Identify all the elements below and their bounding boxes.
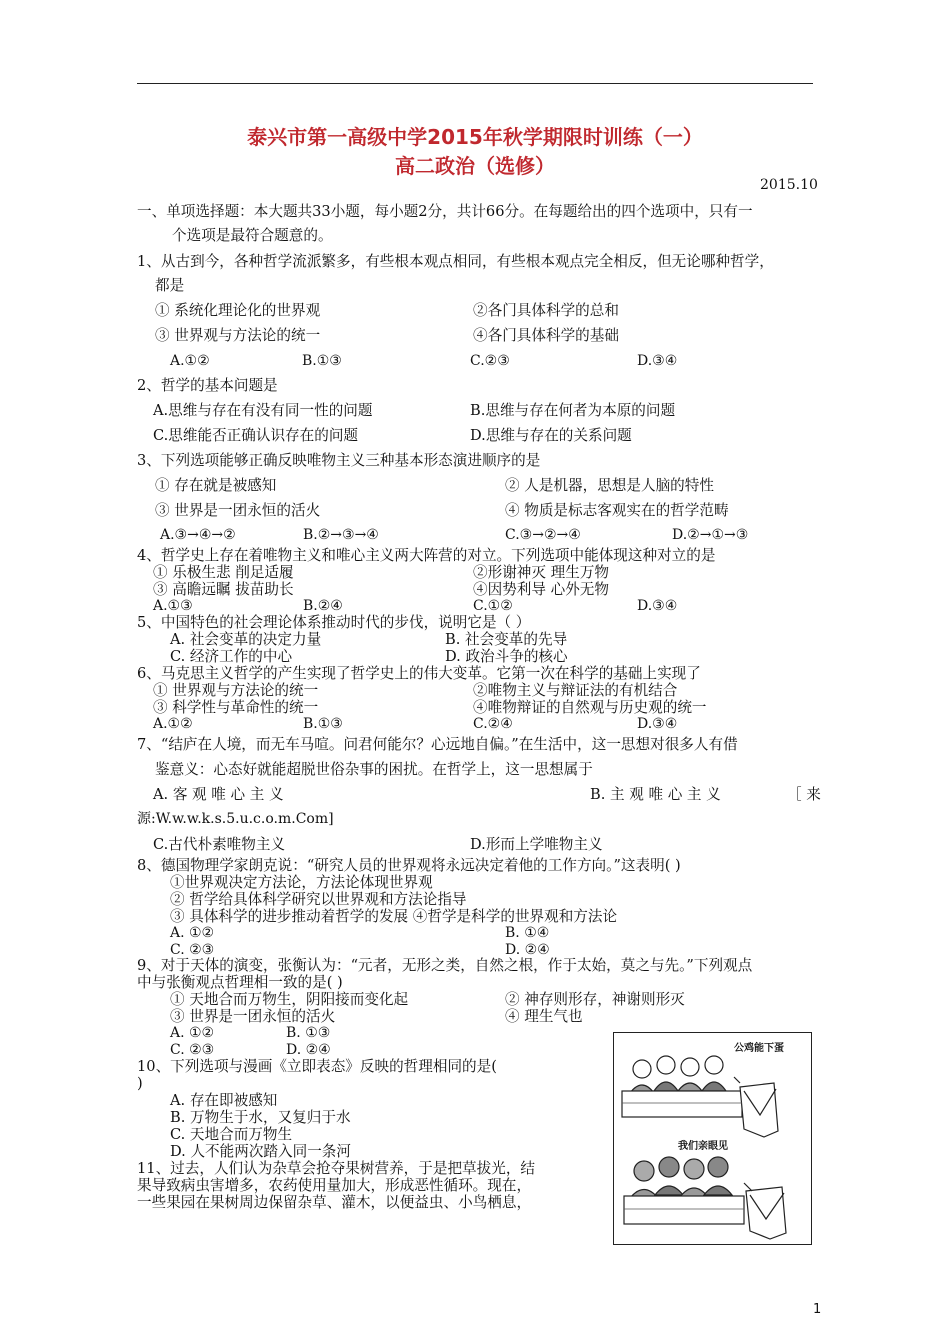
question-3-option-b: B.②→③→④ (303, 527, 379, 543)
question-2-stem: 2、哲学的基本问题是 (137, 377, 278, 394)
question-6-statement-4: ④唯物辩证的自然观与历史观的统一 (473, 699, 707, 716)
question-4-statement-4: ④因势利导 心外无物 (473, 581, 609, 598)
question-1-statement-3: ③ 世界观与方法论的统一 (155, 327, 321, 344)
question-9-stem-cont: 中与张衡观点哲理相一致的是( ) (137, 974, 343, 991)
question-9-statement-3: ③ 世界是一团永恒的活火 (170, 1008, 336, 1025)
question-5-option-c: C. 经济工作的中心 (170, 648, 293, 665)
question-7-option-b: B. 主 观 唯 心 主 义 (590, 786, 721, 803)
page-number: 1 (813, 1302, 822, 1317)
question-6-stem: 6、马克思主义哲学的产生实现了哲学史上的伟大变革。它第一次在科学的基础上实现了 (137, 665, 701, 682)
question-8-stem: 8、德国物理学家朗克说：“研究人员的世界观将永远决定着他的工作方向。”这表明( ) (137, 857, 681, 874)
question-6-option-a: A.①② (153, 716, 193, 732)
question-8-option-b: B. ①④ (505, 925, 550, 941)
question-6-statement-3: ③ 科学性与革命性的统一 (153, 699, 319, 716)
question-2-option-a: A.思维与存在有没有同一性的问题 (153, 402, 373, 419)
question-3-option-a: A.③→④→② (160, 527, 236, 543)
question-1-statement-4: ④各门具体科学的基础 (473, 327, 619, 344)
question-6-option-d: D.③④ (637, 716, 678, 732)
question-7-source-note-cont: 源:W.w.w.k.s.5.u.c.o.m.Com] (137, 811, 334, 827)
question-11-line-1: 11、过去，人们认为杂草会抢夺果树营养，于是把草拔光，结 (137, 1160, 536, 1177)
question-4-option-c: C.①② (473, 598, 513, 614)
question-6-option-b: B.①③ (303, 716, 343, 732)
question-10-option-b: B. 万物生于水，又复归于水 (170, 1109, 351, 1126)
question-1-statement-2: ②各门具体科学的总和 (473, 302, 619, 319)
exam-date: 2015.10 (760, 177, 818, 193)
question-9-option-d: D. ②④ (286, 1042, 331, 1058)
question-10-option-d: D. 人不能两次踏入同一条河 (170, 1143, 351, 1160)
question-3-option-c: C.③→②→④ (505, 527, 581, 543)
question-3-statement-2: ② 人是机器，思想是人脑的特性 (505, 477, 714, 494)
question-8-statement-3-4: ③ 具体科学的进步推动着哲学的发展 ④哲学是科学的世界观和方法论 (170, 908, 618, 925)
question-10-option-c: C. 天地合而万物生 (170, 1126, 293, 1143)
question-8-statement-2: ② 哲学给具体科学研究以世界观和方法论指导 (170, 891, 467, 908)
question-1-stem-cont: 都是 (155, 277, 185, 294)
question-1-statement-1: ① 系统化理论化的世界观 (155, 302, 321, 319)
question-1-option-c: C.②③ (470, 353, 510, 369)
question-1-stem: 1、从古到今，各种哲学流派繁多，有些根本观点相同，有些根本观点完全相反，但无论哪种哲学， (137, 253, 774, 270)
question-10-stem-cont: ) (137, 1075, 143, 1092)
question-5-stem: 5、中国特色的社会理论体系推动时代的步伐，说明它是（ ） (137, 614, 531, 631)
question-2-option-c: C.思维能否正确认识存在的问题 (153, 427, 359, 444)
question-7-option-c: C.古代朴素唯物主义 (153, 836, 286, 853)
question-7-stem: 7、“结庐在人境，而无车马喧。问君何能尔？心远地自偏。”在生活中，这一思想对很多人有借 (137, 736, 738, 753)
question-3-statement-1: ① 存在就是被感知 (155, 477, 277, 494)
question-9-statement-1: ① 天地合而万物生，阴阳接而变化起 (170, 991, 409, 1008)
question-3-statement-3: ③ 世界是一团永恒的活火 (155, 502, 321, 519)
question-2-option-b: B.思维与存在何者为本原的问题 (470, 402, 676, 419)
question-4-stem: 4、哲学史上存在着唯物主义和唯心主义两大阵营的对立。下列选项中能体现这种对立的是 (137, 547, 716, 564)
question-6-statement-1: ① 世界观与方法论的统一 (153, 682, 319, 699)
question-8-option-a: A. ①② (170, 925, 215, 941)
cartoon-caption-middle: 我们亲眼见 (678, 1141, 728, 1152)
question-9-statement-4: ④ 理生气也 (505, 1008, 583, 1025)
exam-subtitle: 高二政治（选修） (395, 154, 555, 178)
question-3-stem: 3、下列选项能够正确反映唯物主义三种基本形态演进顺序的是 (137, 452, 541, 469)
question-4-statement-3: ③ 高瞻远瞩 拔苗助长 (153, 581, 294, 598)
question-10-stem: 10、下列选项与漫画《立即表态》反映的哲理相同的是( (137, 1058, 497, 1075)
question-4-option-a: A.①③ (153, 598, 193, 614)
question-2-option-d: D.思维与存在的关系问题 (470, 427, 632, 444)
exam-title: 泰兴市第一高级中学2015年秋学期限时训练（一） (247, 125, 703, 149)
question-3-option-d: D.②→①→③ (672, 527, 749, 543)
question-4-statement-2: ②形谢神灭 理生万物 (473, 564, 609, 581)
question-11-line-2: 果导致病虫害增多，农药使用量加大，形成恶性循环。现在， (137, 1177, 532, 1194)
question-8-option-d: D. ②④ (505, 942, 550, 958)
question-9-option-a: A. ①② (170, 1025, 215, 1041)
question-6-statement-2: ②唯物主义与辩证法的有机结合 (473, 682, 678, 699)
question-7-stem-cont: 鉴意义：心态好就能超脱世俗杂事的困扰。在哲学上，这一思想属于 (155, 761, 593, 778)
cartoon-caption-top: 公鸡能下蛋 (734, 1043, 784, 1054)
question-9-stem: 9、对于天体的演变，张衡认为：“元者，无形之类，自然之根，作于太始，莫之与先。”下列观点 (137, 957, 753, 974)
question-7-option-a: A. 客 观 唯 心 主 义 (153, 786, 284, 803)
question-4-option-d: D.③④ (637, 598, 678, 614)
question-11-line-3: 一些果园在果树周边保留杂草、灌木，以便益虫、小鸟栖息， (137, 1194, 532, 1211)
question-9-option-b: B. ①③ (286, 1025, 331, 1041)
question-4-statement-1: ① 乐极生悲 削足适履 (153, 564, 294, 581)
question-9-statement-2: ② 神存则形存，神谢则形灭 (505, 991, 685, 1008)
section-heading: 一、单项选择题：本大题共33小题，每小题2分，共计66分。在每题给出的四个选项中，只有一 (137, 203, 753, 220)
question-5-option-b: B. 社会变革的先导 (445, 631, 568, 648)
question-1-option-d: D.③④ (637, 353, 678, 369)
question-1-option-a: A.①② (170, 353, 210, 369)
question-6-option-c: C.②④ (473, 716, 513, 732)
question-1-option-b: B.①③ (302, 353, 342, 369)
question-5-option-a: A. 社会变革的决定力量 (170, 631, 322, 648)
question-5-option-d: D. 政治斗争的核心 (445, 648, 568, 665)
question-3-statement-4: ④ 物质是标志客观实在的哲学范畴 (505, 502, 729, 519)
cartoon-illustration (613, 1032, 812, 1245)
question-7-source-note: ［ 来 (787, 786, 821, 803)
section-heading-cont: 个选项是最符合题意的。 (172, 227, 333, 244)
question-10-option-a: A. 存在即被感知 (170, 1092, 278, 1109)
question-4-option-b: B.②④ (303, 598, 343, 614)
question-8-statement-1: ①世界观决定方法论，方法论体现世界观 (170, 874, 433, 891)
question-7-option-d: D.形而上学唯物主义 (470, 836, 603, 853)
question-8-option-c: C. ②③ (170, 942, 215, 958)
question-9-option-c: C. ②③ (170, 1042, 215, 1058)
header-rule (137, 83, 813, 84)
